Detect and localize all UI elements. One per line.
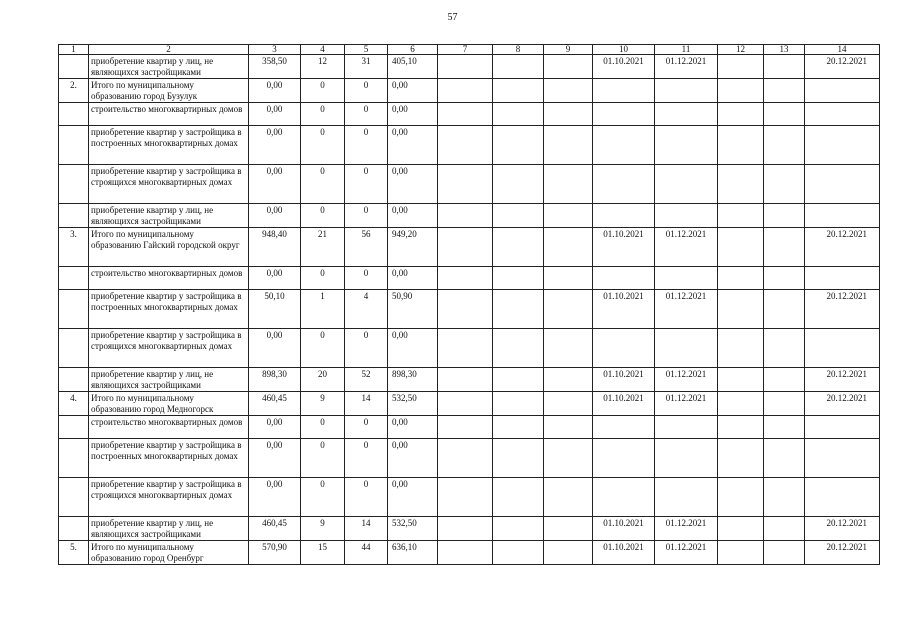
cell-col13 xyxy=(764,290,805,329)
cell-col11 xyxy=(655,204,718,228)
cell-col8 xyxy=(493,368,544,392)
col-header: 11 xyxy=(655,45,718,55)
cell-col12 xyxy=(718,478,764,517)
col-header: 5 xyxy=(345,45,388,55)
cell-col8 xyxy=(493,392,544,416)
cell-col7 xyxy=(438,541,493,565)
cell-col12 xyxy=(718,329,764,368)
cell-col12 xyxy=(718,228,764,267)
page-number: 57 xyxy=(447,12,458,23)
cell-col12 xyxy=(718,55,764,79)
cell-col7 xyxy=(438,267,493,290)
row-name: приобретение квартир у застройщика в построенных многоквартирных домах xyxy=(89,439,249,478)
cell-col8 xyxy=(493,416,544,439)
cell-col5: 14 xyxy=(345,392,388,416)
cell-col14 xyxy=(805,329,880,368)
row-name: приобретение квартир у лиц, не являющихся застройщиками xyxy=(89,368,249,392)
cell-col6: 898,30 xyxy=(388,368,438,392)
cell-col6: 0,00 xyxy=(388,267,438,290)
cell-col7 xyxy=(438,228,493,267)
cell-col10: 01.10.2021 xyxy=(593,541,655,565)
cell-col3: 570,90 xyxy=(249,541,301,565)
cell-col11: 01.12.2021 xyxy=(655,290,718,329)
cell-col10 xyxy=(593,329,655,368)
cell-col14 xyxy=(805,79,880,103)
cell-col10 xyxy=(593,416,655,439)
cell-col9 xyxy=(544,368,593,392)
cell-col10 xyxy=(593,126,655,165)
cell-col14: 20.12.2021 xyxy=(805,368,880,392)
table-row xyxy=(59,368,880,392)
cell-col5: 31 xyxy=(345,55,388,79)
cell-col11: 01.12.2021 xyxy=(655,392,718,416)
cell-col8 xyxy=(493,541,544,565)
cell-col10 xyxy=(593,204,655,228)
cell-col5: 4 xyxy=(345,290,388,329)
col-header: 9 xyxy=(544,45,593,55)
cell-col11 xyxy=(655,439,718,478)
cell-col3: 0,00 xyxy=(249,165,301,204)
row-number xyxy=(59,55,89,79)
cell-col9 xyxy=(544,204,593,228)
cell-col5: 0 xyxy=(345,204,388,228)
table-row xyxy=(59,392,880,416)
cell-col10 xyxy=(593,79,655,103)
cell-col3: 358,50 xyxy=(249,55,301,79)
cell-col10: 01.10.2021 xyxy=(593,290,655,329)
cell-col14: 20.12.2021 xyxy=(805,541,880,565)
row-number xyxy=(59,416,89,439)
cell-col8 xyxy=(493,267,544,290)
cell-col4: 9 xyxy=(301,517,345,541)
col-header: 3 xyxy=(249,45,301,55)
cell-col8 xyxy=(493,478,544,517)
row-name: приобретение квартир у лиц, не являющихся застройщиками xyxy=(89,204,249,228)
cell-col13 xyxy=(764,165,805,204)
header-row xyxy=(59,45,880,55)
cell-col3: 0,00 xyxy=(249,79,301,103)
cell-col4: 20 xyxy=(301,368,345,392)
cell-col4: 15 xyxy=(301,541,345,565)
cell-col6: 949,20 xyxy=(388,228,438,267)
cell-col9 xyxy=(544,55,593,79)
col-header: 13 xyxy=(764,45,805,55)
cell-col9 xyxy=(544,541,593,565)
col-header: 10 xyxy=(593,45,655,55)
table-row xyxy=(59,517,880,541)
row-number xyxy=(59,103,89,126)
row-number xyxy=(59,165,89,204)
cell-col12 xyxy=(718,79,764,103)
cell-col4: 0 xyxy=(301,439,345,478)
table-row xyxy=(59,267,880,290)
cell-col13 xyxy=(764,204,805,228)
row-number xyxy=(59,126,89,165)
cell-col5: 0 xyxy=(345,165,388,204)
row-name: строительство многоквартирных домов xyxy=(89,103,249,126)
cell-col8 xyxy=(493,165,544,204)
cell-col13 xyxy=(764,439,805,478)
data-table xyxy=(58,44,880,565)
cell-col14: 20.12.2021 xyxy=(805,392,880,416)
cell-col6: 0,00 xyxy=(388,79,438,103)
cell-col6: 532,50 xyxy=(388,392,438,416)
row-number: 4. xyxy=(59,392,89,416)
cell-col12 xyxy=(718,165,764,204)
cell-col8 xyxy=(493,517,544,541)
row-number xyxy=(59,290,89,329)
table-row xyxy=(59,103,880,126)
cell-col3: 460,45 xyxy=(249,517,301,541)
cell-col9 xyxy=(544,290,593,329)
table-row xyxy=(59,165,880,204)
row-number: 3. xyxy=(59,228,89,267)
cell-col11 xyxy=(655,416,718,439)
cell-col5: 0 xyxy=(345,478,388,517)
cell-col13 xyxy=(764,541,805,565)
cell-col7 xyxy=(438,79,493,103)
table-row xyxy=(59,79,880,103)
cell-col7 xyxy=(438,165,493,204)
cell-col6: 532,50 xyxy=(388,517,438,541)
cell-col10 xyxy=(593,267,655,290)
cell-col4: 0 xyxy=(301,478,345,517)
cell-col7 xyxy=(438,329,493,368)
cell-col14 xyxy=(805,126,880,165)
cell-col9 xyxy=(544,517,593,541)
cell-col9 xyxy=(544,392,593,416)
cell-col4: 0 xyxy=(301,103,345,126)
cell-col6: 0,00 xyxy=(388,103,438,126)
cell-col7 xyxy=(438,368,493,392)
cell-col13 xyxy=(764,267,805,290)
cell-col7 xyxy=(438,103,493,126)
cell-col13 xyxy=(764,392,805,416)
cell-col7 xyxy=(438,204,493,228)
cell-col6: 405,10 xyxy=(388,55,438,79)
cell-col12 xyxy=(718,392,764,416)
cell-col3: 948,40 xyxy=(249,228,301,267)
cell-col9 xyxy=(544,126,593,165)
col-header: 14 xyxy=(805,45,880,55)
cell-col11: 01.12.2021 xyxy=(655,55,718,79)
cell-col9 xyxy=(544,329,593,368)
cell-col7 xyxy=(438,290,493,329)
cell-col4: 0 xyxy=(301,204,345,228)
cell-col12 xyxy=(718,541,764,565)
cell-col5: 52 xyxy=(345,368,388,392)
cell-col6: 0,00 xyxy=(388,416,438,439)
cell-col7 xyxy=(438,439,493,478)
row-number xyxy=(59,439,89,478)
cell-col8 xyxy=(493,228,544,267)
cell-col9 xyxy=(544,267,593,290)
cell-col10: 01.10.2021 xyxy=(593,392,655,416)
row-name: приобретение квартир у застройщика в строящихся многоквартирных домах xyxy=(89,478,249,517)
cell-col9 xyxy=(544,103,593,126)
cell-col5: 44 xyxy=(345,541,388,565)
cell-col13 xyxy=(764,228,805,267)
row-number: 2. xyxy=(59,79,89,103)
cell-col4: 0 xyxy=(301,267,345,290)
cell-col8 xyxy=(493,439,544,478)
cell-col5: 0 xyxy=(345,126,388,165)
cell-col11 xyxy=(655,478,718,517)
cell-col10: 01.10.2021 xyxy=(593,517,655,541)
cell-col3: 0,00 xyxy=(249,478,301,517)
cell-col3: 460,45 xyxy=(249,392,301,416)
cell-col4: 0 xyxy=(301,165,345,204)
row-name: Итого по муниципальному образованию город Бузулук xyxy=(89,79,249,103)
row-number xyxy=(59,267,89,290)
table-body xyxy=(59,55,880,565)
cell-col12 xyxy=(718,290,764,329)
cell-col5: 0 xyxy=(345,329,388,368)
cell-col9 xyxy=(544,439,593,478)
cell-col7 xyxy=(438,517,493,541)
cell-col14 xyxy=(805,165,880,204)
cell-col10: 01.10.2021 xyxy=(593,368,655,392)
col-header: 7 xyxy=(438,45,493,55)
cell-col4: 0 xyxy=(301,79,345,103)
cell-col10: 01.10.2021 xyxy=(593,228,655,267)
cell-col9 xyxy=(544,478,593,517)
row-name: приобретение квартир у застройщика в строящихся многоквартирных домах xyxy=(89,329,249,368)
cell-col4: 0 xyxy=(301,126,345,165)
cell-col7 xyxy=(438,392,493,416)
cell-col6: 0,00 xyxy=(388,439,438,478)
cell-col8 xyxy=(493,329,544,368)
cell-col3: 0,00 xyxy=(249,439,301,478)
cell-col3: 0,00 xyxy=(249,329,301,368)
cell-col6: 0,00 xyxy=(388,329,438,368)
row-name: приобретение квартир у лиц, не являющихся застройщиками xyxy=(89,55,249,79)
cell-col7 xyxy=(438,478,493,517)
table-row xyxy=(59,478,880,517)
cell-col3: 0,00 xyxy=(249,126,301,165)
cell-col13 xyxy=(764,368,805,392)
cell-col12 xyxy=(718,204,764,228)
row-name: строительство многоквартирных домов xyxy=(89,416,249,439)
cell-col10 xyxy=(593,103,655,126)
cell-col8 xyxy=(493,55,544,79)
cell-col11 xyxy=(655,79,718,103)
cell-col6: 0,00 xyxy=(388,126,438,165)
cell-col5: 0 xyxy=(345,439,388,478)
cell-col14 xyxy=(805,103,880,126)
cell-col11 xyxy=(655,329,718,368)
cell-col10 xyxy=(593,439,655,478)
cell-col3: 0,00 xyxy=(249,416,301,439)
cell-col11 xyxy=(655,126,718,165)
cell-col12 xyxy=(718,517,764,541)
row-number xyxy=(59,368,89,392)
cell-col11 xyxy=(655,267,718,290)
cell-col14 xyxy=(805,478,880,517)
cell-col11 xyxy=(655,165,718,204)
cell-col13 xyxy=(764,478,805,517)
cell-col4: 21 xyxy=(301,228,345,267)
cell-col10: 01.10.2021 xyxy=(593,55,655,79)
table-row xyxy=(59,228,880,267)
cell-col7 xyxy=(438,126,493,165)
row-name: Итого по муниципальному образованию город Оренбург xyxy=(89,541,249,565)
cell-col8 xyxy=(493,126,544,165)
cell-col11 xyxy=(655,103,718,126)
cell-col12 xyxy=(718,368,764,392)
cell-col5: 0 xyxy=(345,416,388,439)
cell-col6: 636,10 xyxy=(388,541,438,565)
table-row xyxy=(59,126,880,165)
cell-col14 xyxy=(805,416,880,439)
cell-col13 xyxy=(764,55,805,79)
col-header: 8 xyxy=(493,45,544,55)
cell-col14 xyxy=(805,439,880,478)
cell-col10 xyxy=(593,165,655,204)
row-number xyxy=(59,478,89,517)
cell-col4: 12 xyxy=(301,55,345,79)
cell-col3: 0,00 xyxy=(249,267,301,290)
col-header: 1 xyxy=(59,45,89,55)
cell-col3: 0,00 xyxy=(249,204,301,228)
cell-col12 xyxy=(718,103,764,126)
cell-col11: 01.12.2021 xyxy=(655,368,718,392)
cell-col5: 14 xyxy=(345,517,388,541)
row-name: приобретение квартир у застройщика в построенных многоквартирных домах xyxy=(89,290,249,329)
col-header: 12 xyxy=(718,45,764,55)
cell-col14: 20.12.2021 xyxy=(805,290,880,329)
cell-col3: 898,30 xyxy=(249,368,301,392)
cell-col11: 01.12.2021 xyxy=(655,517,718,541)
cell-col12 xyxy=(718,267,764,290)
cell-col10 xyxy=(593,478,655,517)
cell-col13 xyxy=(764,126,805,165)
cell-col13 xyxy=(764,517,805,541)
cell-col13 xyxy=(764,329,805,368)
cell-col8 xyxy=(493,290,544,329)
row-number: 5. xyxy=(59,541,89,565)
col-header: 6 xyxy=(388,45,438,55)
col-header: 2 xyxy=(89,45,249,55)
col-header: 4 xyxy=(301,45,345,55)
table-row xyxy=(59,439,880,478)
cell-col12 xyxy=(718,416,764,439)
cell-col7 xyxy=(438,416,493,439)
table-row xyxy=(59,204,880,228)
cell-col5: 0 xyxy=(345,103,388,126)
row-number xyxy=(59,517,89,541)
table-row xyxy=(59,416,880,439)
cell-col11: 01.12.2021 xyxy=(655,228,718,267)
cell-col8 xyxy=(493,79,544,103)
cell-col13 xyxy=(764,103,805,126)
row-name: приобретение квартир у застройщика в построенных многоквартирных домах xyxy=(89,126,249,165)
table-row xyxy=(59,541,880,565)
cell-col8 xyxy=(493,103,544,126)
cell-col14: 20.12.2021 xyxy=(805,55,880,79)
cell-col13 xyxy=(764,416,805,439)
row-number xyxy=(59,329,89,368)
cell-col13 xyxy=(764,79,805,103)
cell-col6: 0,00 xyxy=(388,204,438,228)
cell-col6: 0,00 xyxy=(388,165,438,204)
table-row xyxy=(59,290,880,329)
cell-col6: 50,90 xyxy=(388,290,438,329)
cell-col3: 0,00 xyxy=(249,103,301,126)
cell-col9 xyxy=(544,228,593,267)
cell-col8 xyxy=(493,204,544,228)
cell-col4: 0 xyxy=(301,416,345,439)
cell-col5: 0 xyxy=(345,79,388,103)
cell-col14: 20.12.2021 xyxy=(805,228,880,267)
cell-col14 xyxy=(805,267,880,290)
cell-col12 xyxy=(718,439,764,478)
cell-col4: 9 xyxy=(301,392,345,416)
cell-col3: 50,10 xyxy=(249,290,301,329)
row-name: строительство многоквартирных домов xyxy=(89,267,249,290)
cell-col11: 01.12.2021 xyxy=(655,541,718,565)
cell-col4: 1 xyxy=(301,290,345,329)
cell-col7 xyxy=(438,55,493,79)
cell-col5: 0 xyxy=(345,267,388,290)
row-name: Итого по муниципальному образованию город Медногорск xyxy=(89,392,249,416)
cell-col12 xyxy=(718,126,764,165)
cell-col9 xyxy=(544,165,593,204)
cell-col9 xyxy=(544,416,593,439)
row-name: приобретение квартир у лиц, не являющихся застройщиками xyxy=(89,517,249,541)
cell-col6: 0,00 xyxy=(388,478,438,517)
row-number xyxy=(59,204,89,228)
table-row xyxy=(59,55,880,79)
row-name: Итого по муниципальному образованию Гайский городской округ xyxy=(89,228,249,267)
cell-col14: 20.12.2021 xyxy=(805,517,880,541)
row-name: приобретение квартир у застройщика в строящихся многоквартирных домах xyxy=(89,165,249,204)
cell-col14 xyxy=(805,204,880,228)
table-row xyxy=(59,329,880,368)
cell-col4: 0 xyxy=(301,329,345,368)
cell-col9 xyxy=(544,79,593,103)
cell-col5: 56 xyxy=(345,228,388,267)
